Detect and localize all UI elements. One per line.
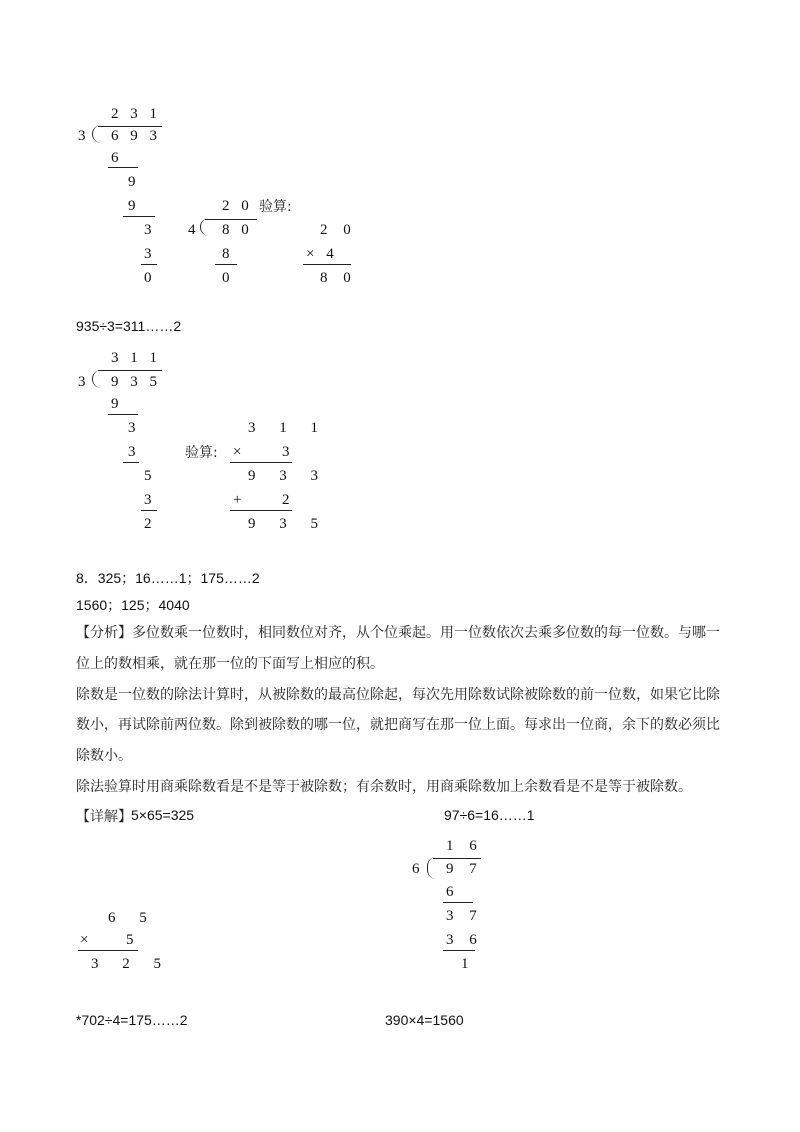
step: 3 [144,222,152,238]
step: 3 [144,246,152,262]
quotient: 1 6 [446,838,483,854]
divisor: 6 [412,861,420,877]
step: 3 [128,420,136,436]
q8-answers-line2: 1560；125；4040 [76,597,190,613]
multiplier: 3 [282,444,290,460]
analysis-line: 除数是一位数的除法计算时，从被除数的最高位除起，每次先用除数试除被除数的前一位数，如果它比除 [76,687,720,703]
equation-935: 935÷3=311……2 [76,318,182,334]
multiplier: × 4 [306,246,338,262]
step: 6 [446,884,454,900]
dividend: 9 7 [446,861,483,877]
product: 3 2 5 [91,956,171,972]
dividend: 9 3 5 [111,374,161,390]
step: 5 [144,468,152,484]
divisor: 3 [78,128,86,144]
equation-390: 390×4=1560 [385,1012,464,1028]
step: 3 7 [446,908,483,924]
step: 6 [111,150,119,166]
quotient: 2 0 [222,198,253,214]
quotient: 2 3 1 [111,106,161,122]
dividend: 6 9 3 [111,128,161,144]
times-sign: × [233,444,242,460]
step: 9 [128,174,136,190]
step: 9 [128,198,136,214]
top-number: 3 1 1 [248,420,328,436]
result: 9 3 5 [248,516,328,532]
step: 9 [111,396,119,412]
analysis-line: 除法验算时用商乘除数看是不是等于被除数；有余数时，用商乘除数加上余数看是不是等于被除数。 [76,779,692,795]
quotient: 3 1 1 [111,350,161,366]
top-number: 6 5 [108,910,157,926]
step: 3 [144,492,152,508]
equation-702: *702÷4=175……2 [76,1012,188,1028]
step: 0 [144,270,152,286]
top-number: 2 0 [320,222,357,238]
detail-equation-2: 97÷6=16……1 [444,807,535,823]
step: 3 6 [446,932,483,948]
analysis-line: 位上的数相乘，就在那一位的下面写上相应的积。 [76,656,384,672]
product: 8 0 [320,270,357,286]
times-sign: × [80,932,89,948]
analysis-line: 除数小。 [76,748,132,764]
step: 0 [222,270,230,286]
check-label: 验算: [185,445,218,461]
multiplier: 5 [126,932,134,948]
q8-answers-line1: 8．325；16……1；175……2 [76,570,260,586]
detail-equation: 5×65=325 [131,807,195,823]
step: 3 [128,444,136,460]
divisor: 4 [188,222,196,238]
plus-sign: + [233,492,242,508]
remainder: 2 [282,492,290,508]
analysis-line: 【分析】多位数乘一位数时，相同数位对齐，从个位乘起。用一位数依次去乘多位数的每一位数。与哪一 [76,625,720,641]
detail-label: 【详解】 [76,809,132,825]
analysis-line: 数小，再试除前两位数。除到被除数的哪一位，就把商写在那一位上面。每求出一位商，余下的数必须比 [76,717,720,733]
check-label: 验算: [259,199,292,215]
dividend: 8 0 [222,222,253,238]
remainder: 1 [461,956,469,972]
step: 2 [144,516,152,532]
step: 8 [222,246,230,262]
divisor: 3 [78,374,86,390]
product: 9 3 3 [248,468,328,484]
